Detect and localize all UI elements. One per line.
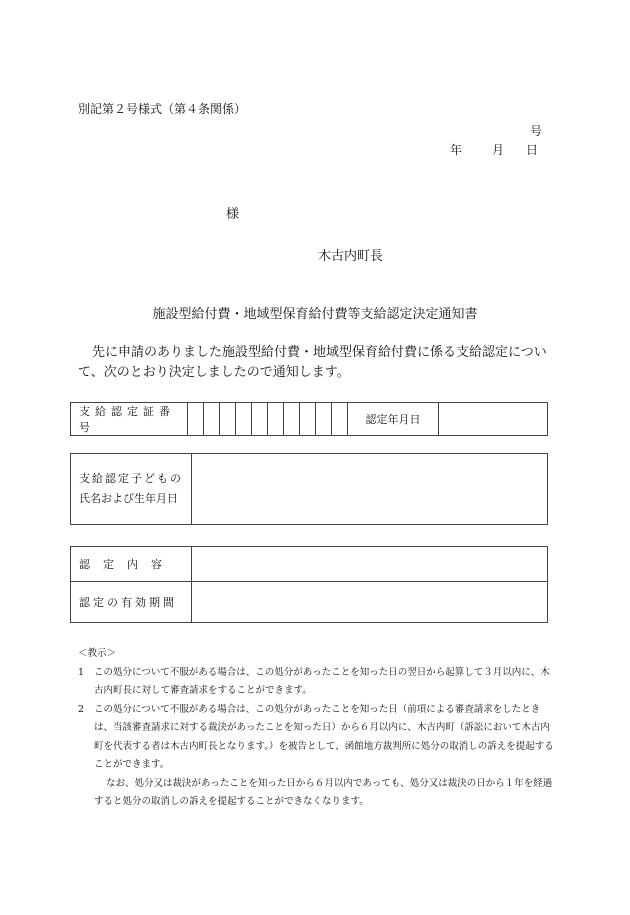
child-label-line2: 氏名および生年月日 xyxy=(79,492,178,505)
child-value[interactable] xyxy=(192,454,548,525)
cert-digit-cell[interactable] xyxy=(220,403,236,436)
content-label: 認 定 内 容 xyxy=(71,547,192,582)
note-supplement: なお、処分又は裁決があったことを知った日から６月以内であっても、処分又は裁決の日から１年を経過すると処分の取消しの訴えを提起することができなくなります。 xyxy=(94,777,553,807)
period-value[interactable] xyxy=(192,582,548,623)
cert-digit-cell[interactable] xyxy=(332,403,348,436)
notes-section xyxy=(78,645,558,812)
child-label xyxy=(71,454,192,525)
cert-number-label: 支給認定証番号 xyxy=(71,403,188,436)
note-number: 1 xyxy=(78,666,85,678)
cert-digit-cell[interactable] xyxy=(204,403,220,436)
document-title: 施設型給付費・地域型保育給付費等支給認定決定通知書 xyxy=(152,307,478,322)
certification-table xyxy=(70,546,548,623)
cert-digit-cell[interactable] xyxy=(316,403,332,436)
date-line xyxy=(450,141,538,158)
cert-digit-cell[interactable] xyxy=(188,403,204,436)
cert-digit-cell[interactable] xyxy=(236,403,252,436)
cert-digit-cell[interactable] xyxy=(300,403,316,436)
child-label-line1: 支給認定子どもの xyxy=(79,472,183,485)
note-text: この処分について不服がある場合は、この処分があったことを知った日（前項による審査請求をしたときは、当該審査請求に対する裁決があったことを知った日）から６月以内に、木古内町（訴訟において木古内町を代表する者は木古内町長となります。）を被告として、函館地方裁判所に処分の取消しの訴えを提起することができます。 xyxy=(94,703,554,770)
note-item xyxy=(78,701,558,775)
issuer: 木古内町長 xyxy=(318,249,384,264)
cert-number-table xyxy=(70,402,548,436)
cert-digit-cell[interactable] xyxy=(252,403,268,436)
child-table xyxy=(70,453,548,525)
body-text: 先に申請のありました施設型給付費・地域型保育給付費に係る支給認定について、次のとおり決定しましたので通知します。 xyxy=(78,345,547,380)
date-month: 月 xyxy=(492,143,505,157)
note-text: この処分について不服がある場合は、この処分があったことを知った日の翌日から起算して３月以内に、木古内町長に対して審査請求をすることができます。 xyxy=(94,666,550,696)
cert-digit-cell[interactable] xyxy=(284,403,300,436)
cert-date-value[interactable] xyxy=(439,403,548,436)
number-suffix: 号 xyxy=(530,124,543,138)
note-number: 2 xyxy=(78,703,85,715)
date-year: 年 xyxy=(450,143,463,157)
cert-date-label: 認定年月日 xyxy=(348,403,439,436)
period-label: 認定の有効期間 xyxy=(71,582,192,623)
note-item xyxy=(78,664,558,701)
form-label: 別記第２号様式（第４条関係） xyxy=(78,102,247,116)
cert-digit-cell[interactable] xyxy=(268,403,284,436)
content-value[interactable] xyxy=(192,547,548,582)
notes-heading: ＜教示＞ xyxy=(78,648,117,659)
recipient-suffix: 様 xyxy=(226,207,240,222)
date-day: 日 xyxy=(526,143,539,157)
